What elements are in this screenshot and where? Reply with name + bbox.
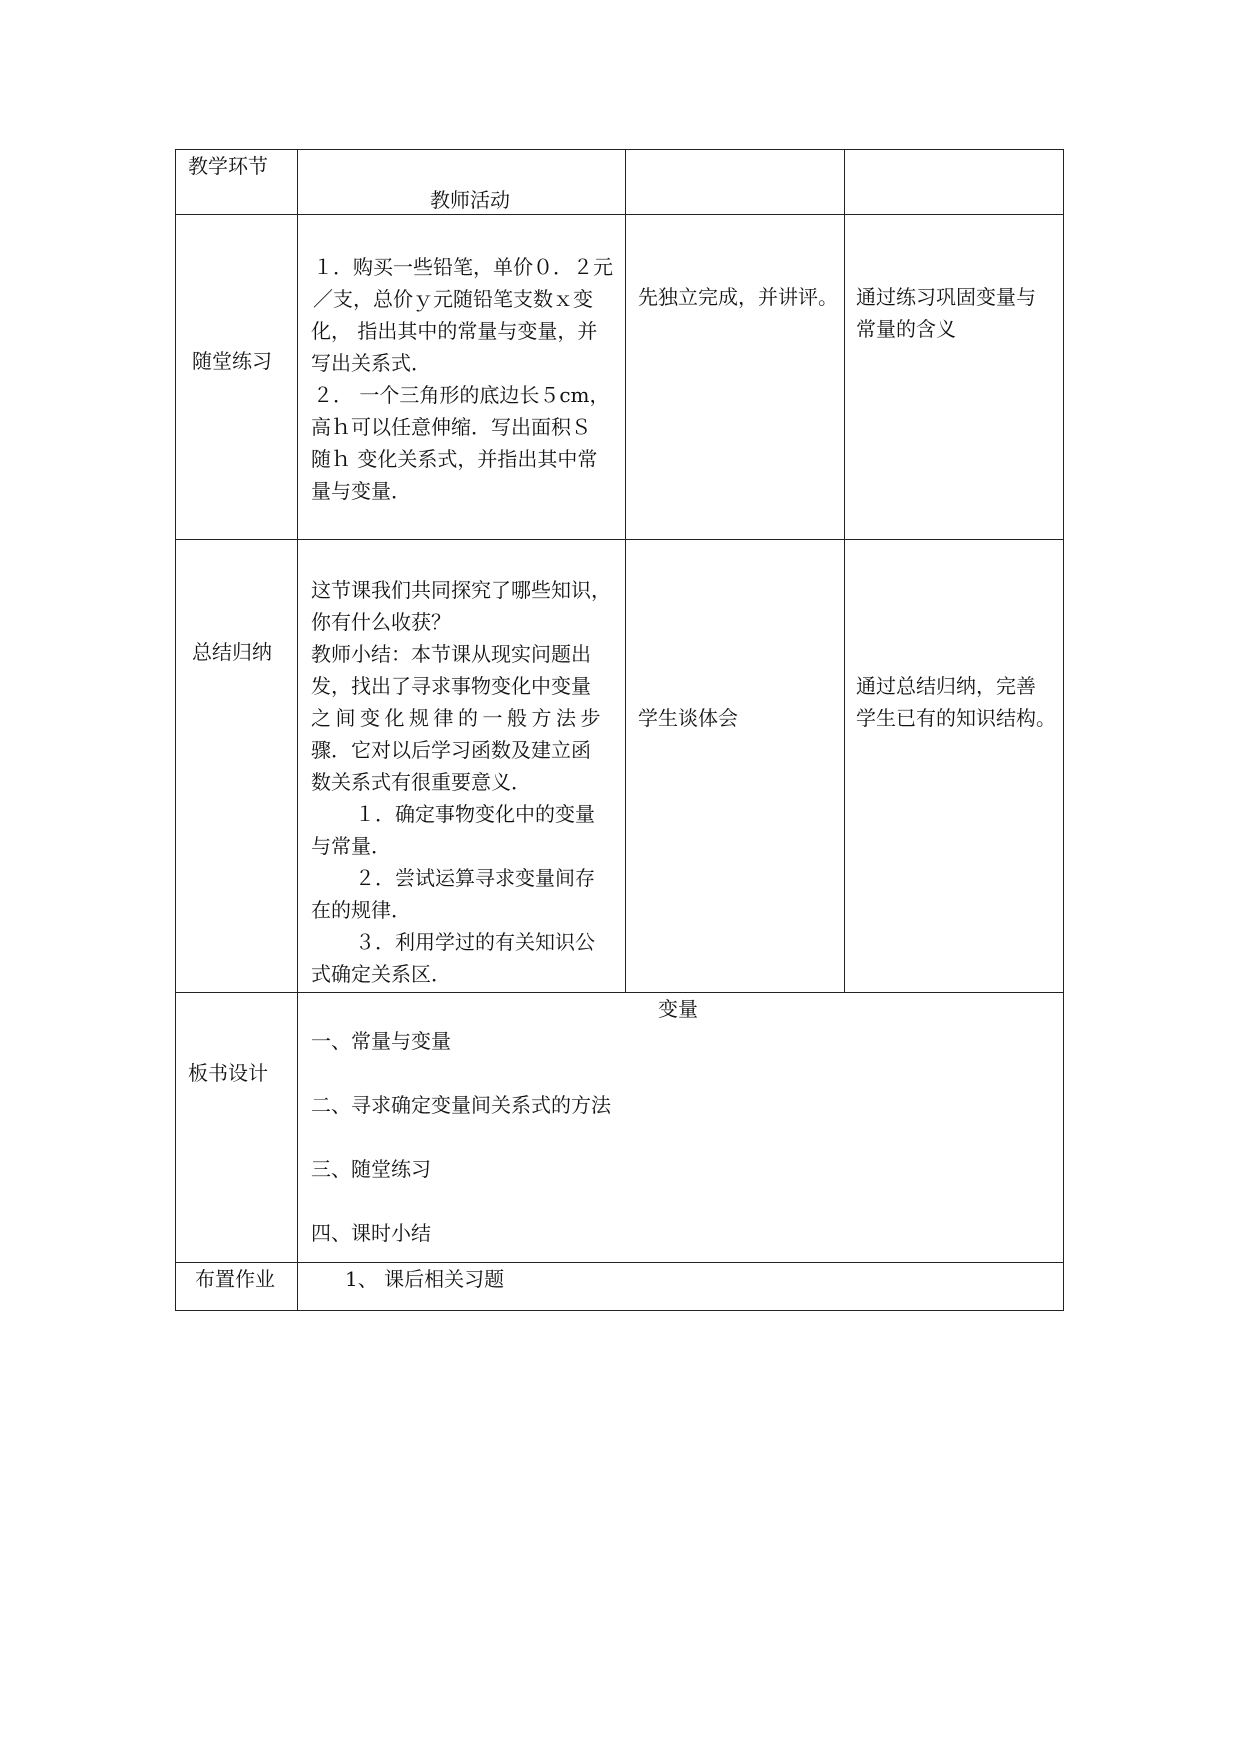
summary-line: 你有什么收获？ [311, 610, 451, 634]
board-item: 一、常量与变量 [311, 1029, 451, 1053]
practice-intent-line: 常量的含义 [856, 317, 956, 341]
summary-line: １．确定事物变化中的变量 [355, 802, 595, 826]
homework-label: 布置作业 [195, 1267, 275, 1291]
practice-label: 随堂练习 [192, 349, 272, 373]
practice-line: 高ｈ可以任意伸缩．写出面积Ｓ [311, 415, 591, 439]
summary-line: 教师小结：本节课从现实问题出 [311, 642, 591, 666]
summary-line: 骤．它对以后学习函数及建立函 [311, 738, 591, 762]
summary-line: 与常量． [311, 834, 391, 858]
board-item: 三、随堂练习 [311, 1157, 431, 1181]
board-item: 二、寻求确定变量间关系式的方法 [311, 1093, 611, 1117]
practice-line: 写出关系式． [311, 351, 431, 375]
summary-student-activity: 学生谈体会 [638, 706, 738, 730]
practice-student-activity: 先独立完成，并讲评。 [638, 285, 838, 309]
board-label: 板书设计 [188, 1061, 268, 1085]
homework-item: 1、 课后相关习题 [345, 1267, 505, 1291]
practice-intent-line: 通过练习巩固变量与 [856, 285, 1036, 309]
summary-line: ２．尝试运算寻求变量间存 [355, 866, 595, 890]
summary-line: 在的规律． [311, 898, 411, 922]
practice-line: １．购买一些铅笔，单价０．２元 [313, 255, 613, 279]
summary-line: 式确定关系区． [311, 962, 451, 986]
practice-line: ／支，总价ｙ元随铅笔支数ｘ变 [313, 287, 593, 311]
summary-line: 之间变化规律的一般方法步 [311, 706, 605, 730]
header-stage-label: 教学环节 [188, 154, 268, 178]
summary-line: 发，找出了寻求事物变化中变量 [311, 674, 591, 698]
practice-line: 量与变量． [311, 479, 411, 503]
board-title: 变量 [658, 997, 698, 1021]
header-teacher-activity-label: 教师活动 [430, 188, 510, 212]
summary-line: 这节课我们共同探究了哪些知识， [311, 578, 611, 602]
summary-line: ３．利用学过的有关知识公 [355, 930, 595, 954]
board-item: 四、课时小结 [311, 1221, 431, 1245]
practice-line: 随ｈ 变化关系式，并指出其中常 [311, 447, 598, 471]
summary-line: 数关系式有很重要意义． [311, 770, 531, 794]
practice-line: 化， 指出其中的常量与变量，并 [311, 319, 598, 343]
summary-label: 总结归纳 [192, 640, 272, 664]
summary-intent-line: 通过总结归纳，完善 [856, 674, 1036, 698]
summary-intent-line: 学生已有的知识结构。 [856, 706, 1056, 730]
practice-line: ２． 一个三角形的底边长５cm， [313, 383, 610, 407]
